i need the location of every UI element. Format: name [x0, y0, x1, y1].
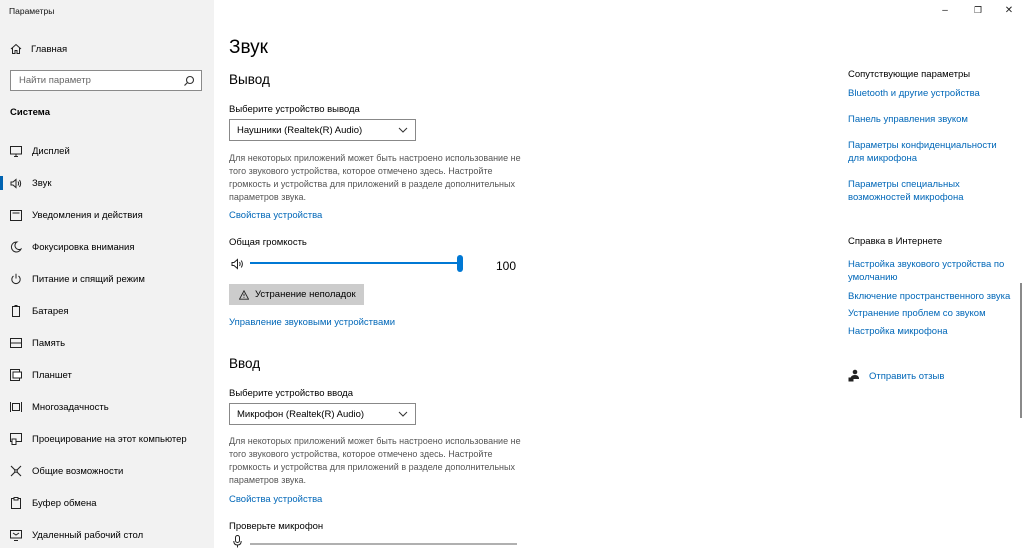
notification-icon [9, 208, 23, 222]
sidebar-item-multitasking[interactable] [0, 396, 214, 418]
sidebar-item-label: Проецирование на этот компьютер [32, 433, 187, 445]
chevron-down-icon [398, 126, 408, 134]
sidebar-item-storage[interactable] [0, 332, 214, 354]
input-select-label: Выберите устройство ввода [229, 388, 354, 399]
sidebar-item-focus-assist[interactable] [0, 236, 214, 258]
sidebar-section-system: Система [10, 107, 50, 118]
sidebar-item-projecting[interactable] [0, 428, 214, 450]
microphone-icon [233, 535, 242, 548]
web-help-heading: Справка в Интернете [848, 236, 943, 247]
volume-label: Общая громкость [229, 237, 307, 248]
volume-value: 100 [496, 259, 517, 273]
output-device-value: Наушники (Realtek(R) Audio) [237, 125, 363, 136]
remote-desktop-icon [9, 528, 23, 542]
mic-level-meter [250, 543, 517, 545]
multitasking-icon [9, 400, 23, 414]
help-link-spatial-sound[interactable]: Включение пространственного звука [848, 291, 1011, 302]
title-bar [894, 0, 1024, 22]
chevron-down-icon [398, 410, 408, 418]
sidebar-item-remote-desktop[interactable] [0, 524, 214, 546]
sidebar-item-label: Планшет [32, 369, 72, 381]
sidebar-item-label: Память [32, 337, 66, 349]
speaker-icon [9, 176, 23, 190]
feedback-icon [848, 369, 860, 383]
sidebar [0, 0, 214, 548]
related-link-mic-accessibility[interactable]: Параметры специальных возможностей микрофона [848, 179, 964, 203]
manage-sound-devices-link[interactable]: Управление звуковыми устройствами [229, 317, 396, 328]
sidebar-item-shared-experiences[interactable] [0, 460, 214, 482]
home-button[interactable] [10, 42, 67, 56]
sidebar-item-sound[interactable] [0, 172, 214, 194]
input-description: Для некоторых приложений может быть настроено использование не того звукового устройства, которое отмечено здесь. Настройте громкость и устройства для приложений в разделе дополнительных параметров звука. [229, 436, 521, 485]
sidebar-item-label: Звук [32, 177, 52, 189]
search-input[interactable] [10, 70, 202, 91]
sidebar-item-label: Буфер обмена [32, 497, 97, 509]
help-link-default-device[interactable]: Настройка звукового устройства по умолчанию [848, 259, 1005, 283]
app-title: Параметры [9, 6, 55, 16]
sidebar-item-notifications[interactable] [0, 204, 214, 226]
sidebar-item-label: Многозадачность [32, 401, 109, 413]
output-select-label: Выберите устройство вывода [229, 104, 360, 115]
input-device-value: Микрофон (Realtek(R) Audio) [237, 409, 365, 420]
battery-icon [9, 304, 23, 318]
sidebar-item-display[interactable] [0, 140, 214, 162]
sidebar-item-label: Питание и спящий режим [32, 273, 145, 285]
sidebar-item-label: Дисплей [32, 145, 70, 157]
volume-icon[interactable] [231, 258, 245, 270]
projecting-icon [9, 432, 23, 446]
sidebar-item-power-sleep[interactable] [0, 268, 214, 290]
minimize-button[interactable]: – [942, 4, 948, 16]
related-link-sound-control-panel[interactable]: Панель управления звуком [848, 114, 968, 125]
shared-experiences-icon [9, 464, 23, 478]
sidebar-item-label: Фокусировка внимания [32, 241, 135, 253]
sidebar-item-label: Общие возможности [32, 465, 124, 477]
storage-icon [9, 336, 23, 350]
output-description: Для некоторых приложений может быть настроено использование не того звукового устройства, которое отмечено здесь. Настройте громкость и устройства для приложений в разделе дополнительных параметров звука. [229, 153, 521, 202]
sidebar-item-label: Батарея [32, 305, 69, 317]
page-title: Звук [229, 37, 268, 58]
search-icon[interactable] [183, 75, 195, 87]
feedback-label: Отправить отзыв [869, 370, 945, 382]
close-button[interactable]: ✕ [1004, 4, 1014, 16]
related-settings-heading: Сопутствующие параметры [848, 69, 971, 80]
tablet-icon [9, 368, 23, 382]
sidebar-item-label: Уведомления и действия [32, 209, 143, 221]
maximize-button[interactable]: ❐ [973, 4, 983, 15]
troubleshoot-button[interactable] [229, 284, 364, 305]
troubleshoot-button-label: Устранение неполадок [255, 289, 356, 300]
moon-icon [9, 240, 23, 254]
mic-test-label: Проверьте микрофон [229, 521, 324, 532]
input-device-properties-link[interactable]: Свойства устройства [229, 494, 323, 505]
scrollbar[interactable] [1020, 283, 1022, 418]
search-placeholder: Найти параметр [19, 75, 91, 86]
sidebar-item-battery[interactable] [0, 300, 214, 322]
help-link-sound-problems[interactable]: Устранение проблем со звуком [848, 308, 986, 319]
display-icon [9, 144, 23, 158]
feedback-link[interactable] [848, 369, 944, 383]
power-icon [9, 272, 23, 286]
sidebar-item-label: Удаленный рабочий стол [32, 529, 144, 541]
input-heading: Ввод [229, 356, 261, 371]
sidebar-item-tablet[interactable] [0, 364, 214, 386]
related-link-bluetooth[interactable]: Bluetooth и другие устройства [848, 88, 980, 99]
home-label: Главная [31, 43, 68, 55]
clipboard-icon [9, 496, 23, 510]
input-device-dropdown[interactable] [229, 403, 416, 425]
sidebar-item-clipboard[interactable] [0, 492, 214, 514]
output-device-properties-link[interactable]: Свойства устройства [229, 210, 323, 221]
warning-icon [239, 290, 249, 300]
output-heading: Вывод [229, 72, 270, 87]
related-link-mic-privacy[interactable]: Параметры конфиденциальности для микрофона [848, 140, 997, 164]
home-icon [10, 43, 22, 55]
volume-slider-thumb[interactable] [457, 255, 463, 272]
help-link-microphone-setup[interactable]: Настройка микрофона [848, 326, 948, 337]
volume-slider-track[interactable] [250, 262, 461, 264]
output-device-dropdown[interactable] [229, 119, 416, 141]
